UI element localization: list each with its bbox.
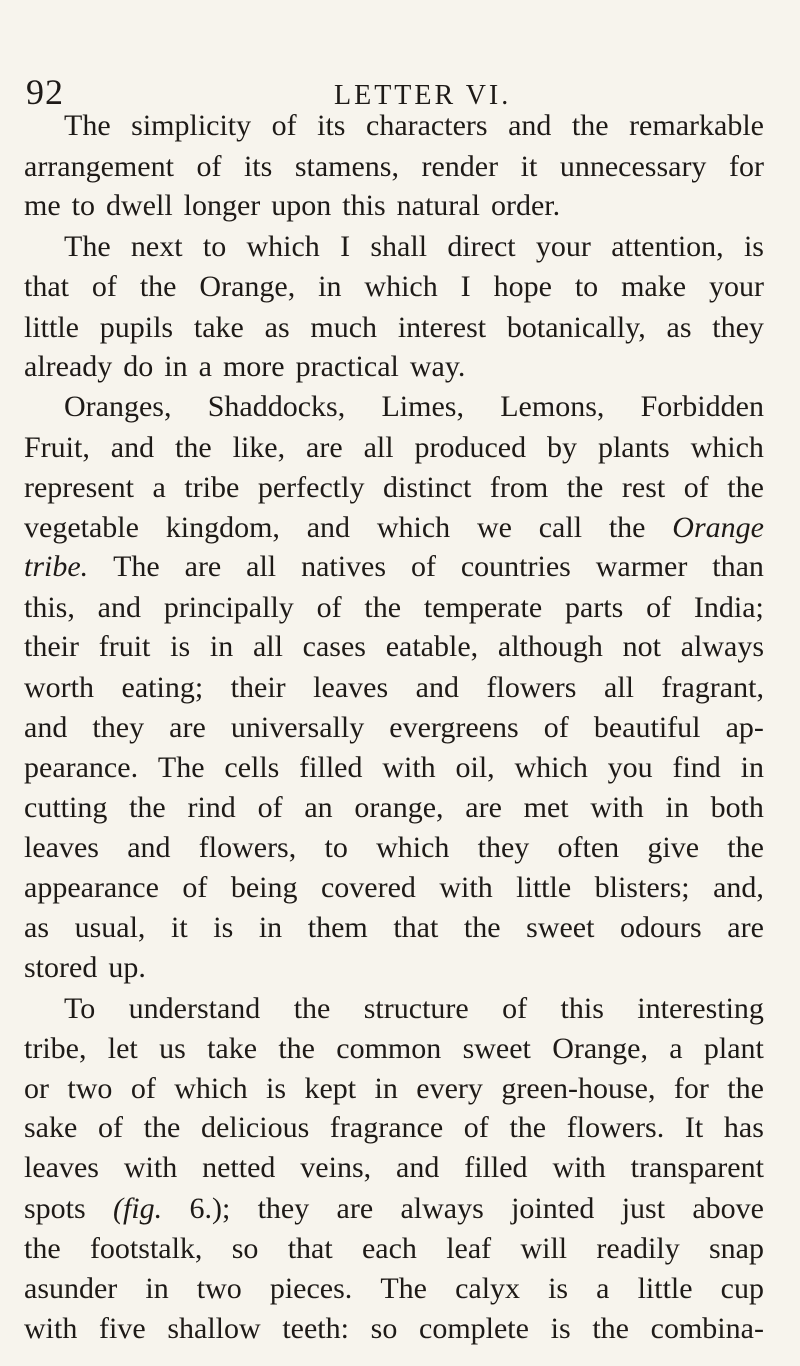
page-number: 92 bbox=[26, 72, 64, 112]
text-line: Oranges, Shaddocks, Limes, Lemons, Forbidden bbox=[64, 390, 764, 424]
text-line: stored up. bbox=[24, 950, 146, 984]
text-line: arrangement of its stamens, render it unnecessary for bbox=[24, 149, 764, 183]
text-line: with five shallow teeth: so complete is the combina- bbox=[24, 1312, 764, 1345]
text-line: Fruit, and the like, are all produced by plants which bbox=[24, 430, 764, 464]
text-line: little pupils take as much interest botanically, as they bbox=[24, 311, 764, 345]
text-line: To understand the structure of this interesting bbox=[64, 991, 764, 1025]
text-line: The simplicity of its characters and the remarkable bbox=[64, 109, 764, 143]
text-line: cutting the rind of an orange, are met with in both bbox=[24, 791, 764, 824]
text-line: appearance of being covered with little blisters; and, bbox=[24, 871, 764, 905]
text-line: or two of which is kept in every green-house, for the bbox=[24, 1072, 764, 1106]
text-line: this, and principally of the temperate parts of India; bbox=[24, 591, 764, 625]
text-line: as usual, it is in them that the sweet odours are bbox=[24, 911, 764, 945]
text-line: me to dwell longer upon this natural order. bbox=[24, 188, 561, 222]
text-line: leaves and flowers, to which they often give the bbox=[24, 831, 764, 865]
text-line: their fruit is in all cases eatable, although not always bbox=[24, 630, 764, 664]
text-line: asunder in two pieces. The calyx is a little cup bbox=[24, 1271, 764, 1305]
text-line: The next to which I shall direct your attention, is bbox=[64, 229, 764, 263]
text-line: worth eating; their leaves and flowers all fragrant, bbox=[24, 670, 764, 704]
text-line: spots (fig. 6.); they are always jointed just above bbox=[24, 1191, 764, 1225]
text-line: pearance. The cells filled with oil, which you find in bbox=[24, 750, 764, 784]
text-line: that of the Orange, in which I hope to make your bbox=[24, 270, 764, 304]
text-line: the footstalk, so that each leaf will readily snap bbox=[24, 1231, 764, 1265]
text-line: and they are universally evergreens of beautiful ap- bbox=[24, 710, 764, 744]
running-title: LETTER VI. bbox=[334, 80, 512, 111]
text-line: leaves with netted veins, and filled with transparent bbox=[24, 1151, 764, 1185]
text-line: tribe. The are all natives of countries warmer than bbox=[24, 550, 764, 584]
text-line: sake of the delicious fragrance of the flowers. It has bbox=[24, 1111, 764, 1145]
text-line: vegetable kingdom, and which we call the Orange bbox=[24, 510, 764, 544]
text-line: already do in a more practical way. bbox=[24, 350, 466, 384]
text-line: represent a tribe perfectly distinct from the rest of the bbox=[24, 470, 764, 504]
text-line: tribe, let us take the common sweet Orange, a plant bbox=[24, 1031, 764, 1065]
